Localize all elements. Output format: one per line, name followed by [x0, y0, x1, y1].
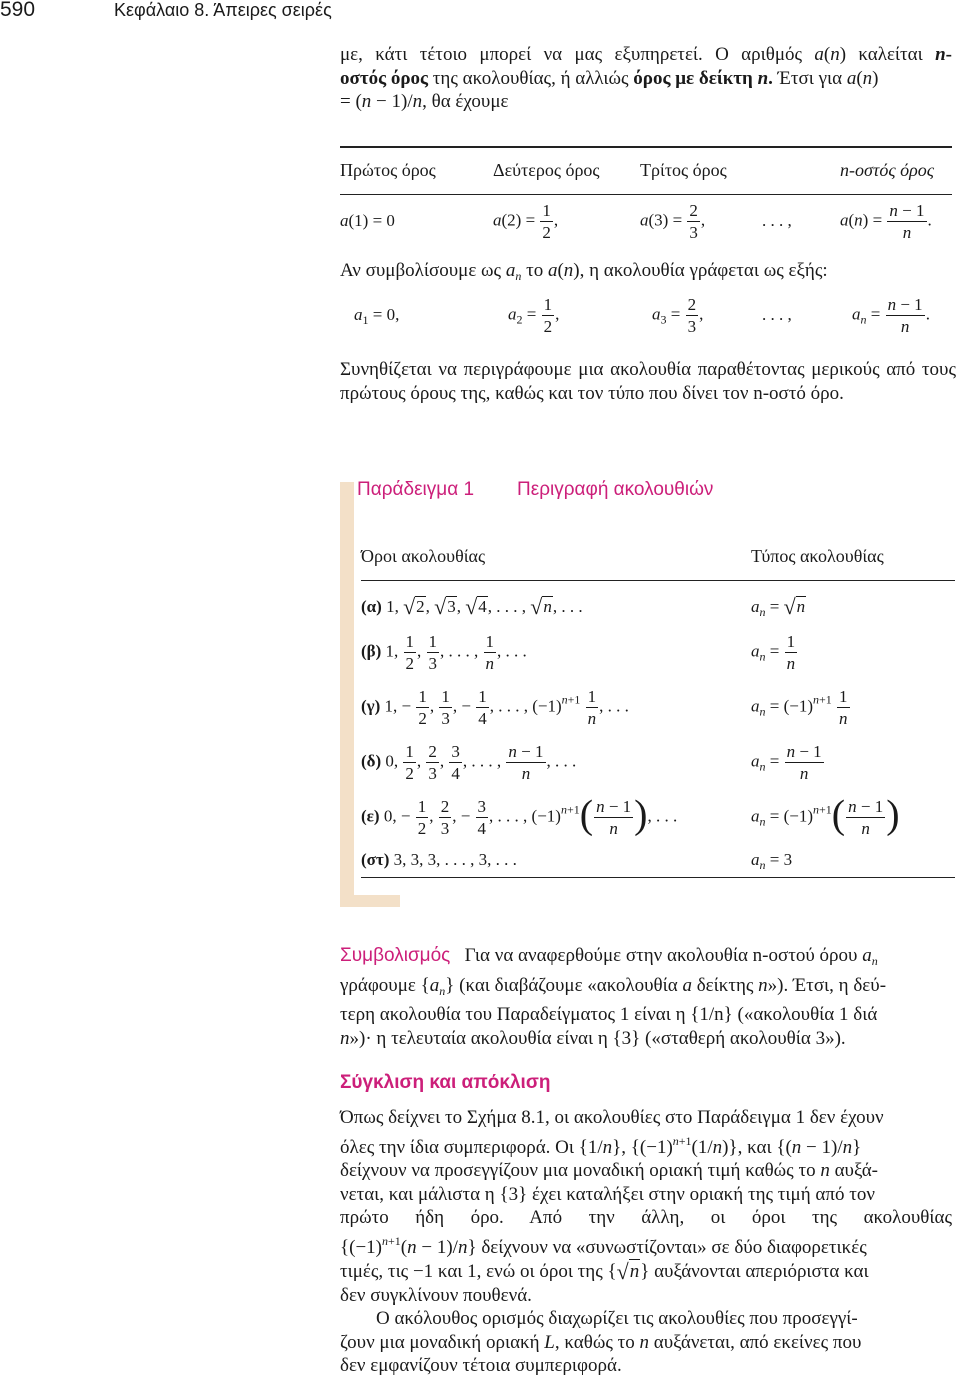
- formula-e: $a_n = (-1)^{n+1}$( $\frac{n - 1}{n}$ ): [751, 791, 900, 838]
- formula-c: $a_n = (-1)^{n+1}$ $\frac{1}{n}$: [751, 687, 848, 728]
- ellipsis-1: . . . ,: [762, 211, 792, 230]
- description-paragraph: Συνηθίζεται να περιγράφουμε μια ακολουθία παραθέτοντας μερικούς από τους πρώτους όρους της, καθώς και τον τύπο που δίνει τον n-οστό όρο.: [340, 359, 956, 404]
- row-label-d: (δ): [361, 751, 382, 771]
- convergence-paragraph: Όπως δείχνει το Σχήμα 8.1, οι ακολουθίες στο Παράδειγμα 1 δεν έχουν όλες την ίδια συμπεριφορά. Οι {1/n}, $\{(-1)^{n+1}(1/n)\}$, και {(n − 1)/n} δείχνουν να προσεγγίζουν μια μοναδική οριακή τιμή καθώς το n αυξά- νεται, και μάλιστα η {3} έχει καταλήξει στην οριακή της τιμή από τον πρώτο ήδη όρο. Από την άλλη, οι όροι της ακολουθίας $\{(-1)^{n+1}(n - 1)/n\}$ δείχνουν να «συνωστίζονται» σε δύο διαφορετικές τιμές, τις −1 και 1, ενώ οι όροι της {√n} αυξάνονται απεριόριστα και δεν συγκλίνουν πουθενά. Ο ακόλουθος ορισμός διαχωρίζει τις ακολουθίες που προσεγγί- ζουν μια μοναδική οριακή L, καθώς το n αυξάνεται, από εκείνες που δεν εμφανίζουν τέτοια συμπεριφορά.: [340, 1107, 952, 1376]
- table-top-rule: [340, 146, 952, 148]
- example-bottom-rule: [361, 877, 955, 878]
- table-mid-rule: [340, 194, 952, 195]
- notation-paragraph: Συμβολισμός Για να αναφερθούμε στην ακολουθία n-οστού όρου $a_n$ γράφουμε $\{a_n\}$ (και διαβάζουμε «ακολουθία a δείκτης n»). Έτσι, η δεύ- τερη ακολουθία του Παραδείγματος 1 είναι η {1/n} («ακολουθία 1 διά n»)· η τελευταία ακολουθία είναι η {3} («σταθερή ακολουθία 3»).: [340, 945, 887, 1049]
- header-third-term: Τρίτος όρος: [640, 160, 727, 180]
- term-a2: a(2) = $\frac{1}{2}$ ,: [493, 201, 559, 242]
- ellipsis-2: . . . ,: [762, 305, 792, 324]
- row-label-e: (ε): [361, 806, 380, 826]
- page-number: 590: [0, 0, 36, 21]
- row-label-b: (β): [361, 641, 382, 661]
- example-title: Περιγραφή ακολουθιών: [517, 479, 714, 500]
- header-nth-term: n-οστός όρος: [840, 160, 935, 180]
- example-bracket-bottom: [340, 895, 400, 907]
- example-row-a: (α) 1, √2, √3, √4, . . . , √n, . . .: [361, 594, 583, 619]
- intro-paragraph: με, κάτι τέτοιο μπορεί να μας εξυπηρετεί. Ο αριθμός a(n) καλείται n- οστός όρος της ακολουθίας, ή αλλιώς όρος με δείκτη n. Έτσι για a(n) = (n − 1)/n, θα έχουμε: [340, 44, 952, 112]
- example-label: Παράδειγμα 1: [357, 479, 475, 500]
- formula-b: $a_n$ = $\frac{1}{n}$: [751, 632, 796, 673]
- seq-a1: $a_1 = 0$,: [354, 305, 400, 327]
- term-a1: a(1) = 0: [340, 211, 395, 230]
- chapter-title: Κεφάλαιο 8. Άπειρες σειρές: [114, 0, 332, 20]
- symbol-sentence: Αν συμβολίσουμε ως $a_n$ το a(n), η ακολουθία γράφεται ως εξής:: [340, 260, 828, 283]
- example-row-e: (ε) 0, − $\frac{1}{2}$ , $\frac{2}{3}$ , − $\frac{3}{4}$ , . . . , $(-1)^{n+1}$( $\frac{n - 1}{n}$ ), . . .: [361, 791, 678, 838]
- example-row-b: (β) 1, $\frac{1}{2}$ , $\frac{1}{3}$ , . . . , $\frac{1}{n}$ , . . .: [361, 632, 527, 673]
- notation-label: Συμβολισμός: [340, 945, 451, 966]
- example-row-f: (στ) 3, 3, 3, . . . , 3, . . .: [361, 850, 517, 869]
- header-second-term: Δεύτερος όρος: [493, 160, 600, 180]
- header-first-term: Πρώτος όρος: [340, 160, 436, 180]
- example-row-d: (δ) 0, $\frac{1}{2}$ , $\frac{2}{3}$ , $\frac{3}{4}$ , . . . , $\frac{n - 1}{n}$ , . . .: [361, 742, 577, 783]
- term-a3: a(3) = $\frac{2}{3}$ ,: [640, 201, 706, 242]
- example-row-c: (γ) 1, − $\frac{1}{2}$ , $\frac{1}{3}$ , − $\frac{1}{4}$ , . . . , $(-1)^{n+1}$ $\frac{1}{n}$ , . . .: [361, 687, 629, 728]
- seq-an: $a_n$ = $\frac{n - 1}{n}$ .: [852, 295, 930, 336]
- formula-d: $a_n$ = $\frac{n - 1}{n}$: [751, 742, 822, 783]
- formula-f: $a_n = 3$: [751, 850, 793, 872]
- formula-a: $a_n = √n$: [751, 594, 806, 619]
- seq-a2: $a_2$ = $\frac{1}{2}$ ,: [508, 295, 560, 336]
- seq-a3: $a_3$ = $\frac{2}{3}$ ,: [652, 295, 704, 336]
- row-label-f: (στ): [361, 850, 390, 869]
- example-col-formula: Τύπος ακολουθίας: [751, 546, 884, 566]
- example-col-terms: Όροι ακολουθίας: [361, 546, 486, 566]
- example-bracket-vertical: [340, 482, 354, 907]
- row-label-a: (α): [361, 597, 382, 616]
- term-an: a(n) = $\frac{n - 1}{n}$ .: [840, 201, 932, 242]
- row-label-c: (γ): [361, 696, 381, 716]
- convergence-heading: Σύγκλιση και απόκλιση: [340, 1072, 551, 1093]
- example-header-rule: [361, 580, 955, 581]
